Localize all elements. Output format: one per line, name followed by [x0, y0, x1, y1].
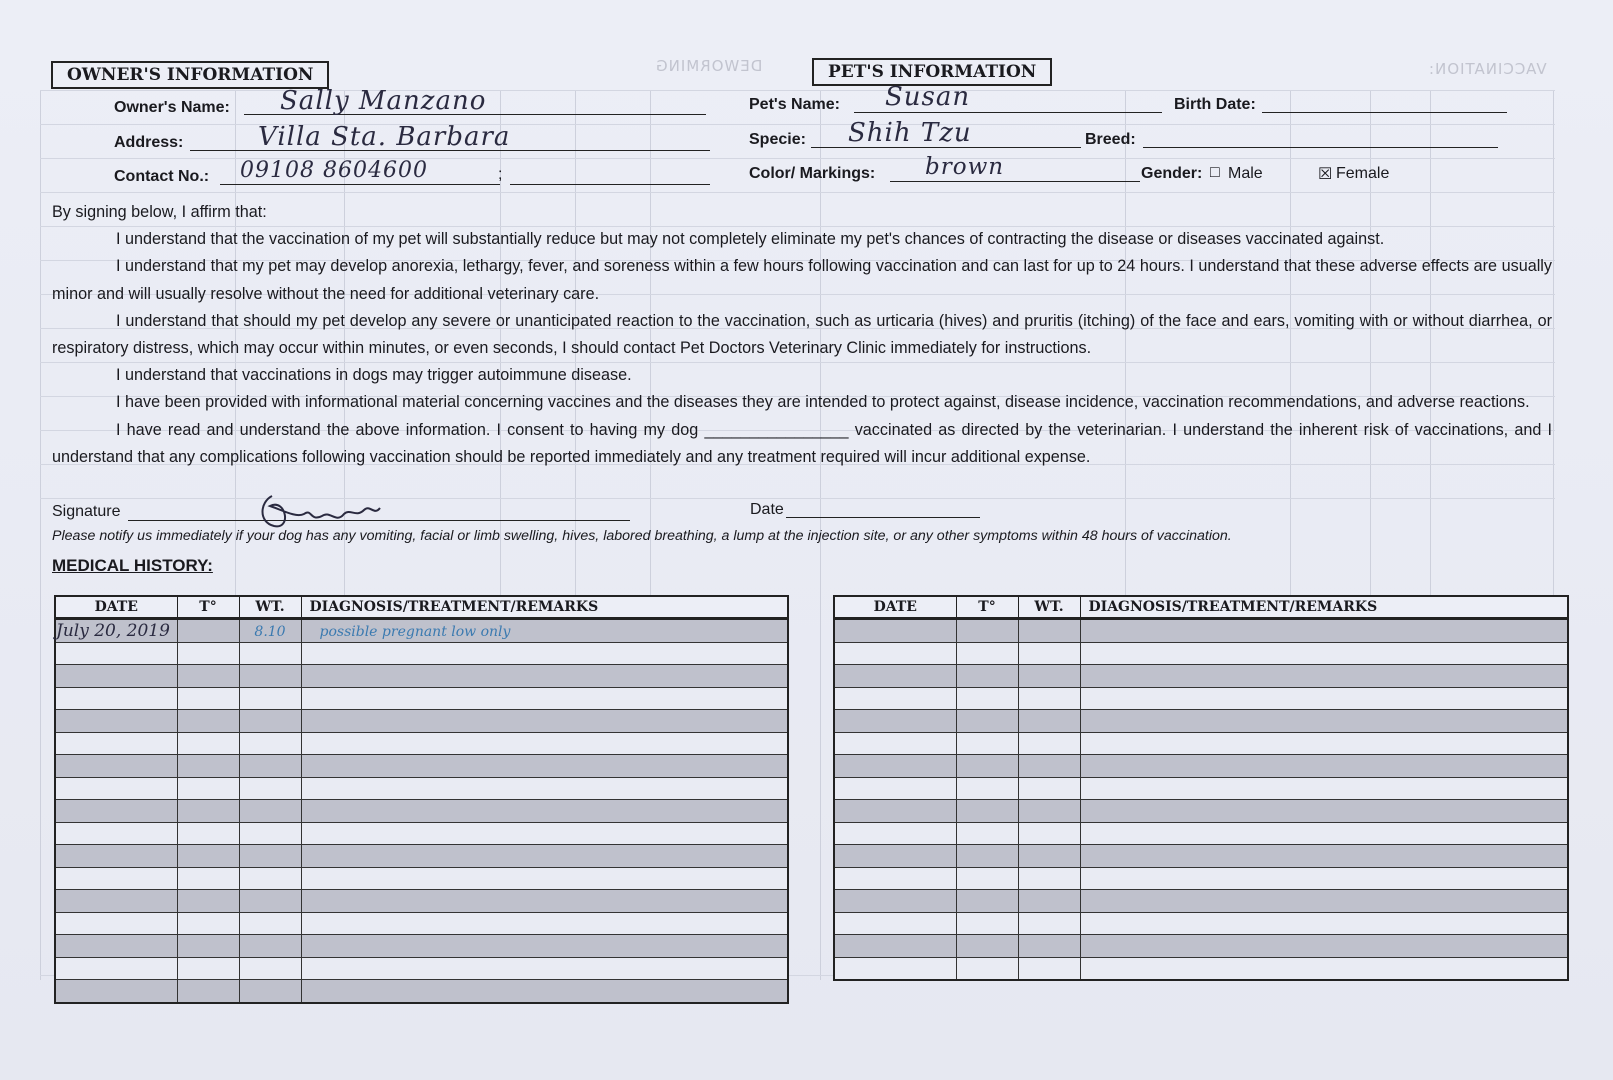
consent-p5: I have been provided with informational material concerning vaccines and the diseases they are intended to protect against, disease incidence, vaccination recommendations, and adverse reactions.	[116, 393, 1530, 412]
table-row	[834, 755, 1568, 778]
header-date: DATE	[55, 596, 177, 619]
breed-line[interactable]	[1143, 147, 1498, 148]
pet-name-line	[854, 112, 1162, 113]
table-row	[55, 732, 788, 755]
cell[interactable]	[177, 687, 239, 710]
cell[interactable]	[1080, 687, 1568, 710]
cell[interactable]	[177, 845, 239, 868]
table-row	[834, 845, 1568, 868]
ghost-line	[40, 192, 1555, 193]
cell[interactable]	[239, 687, 301, 710]
cell[interactable]	[177, 665, 239, 688]
cell[interactable]	[177, 732, 239, 755]
table-row	[55, 935, 788, 958]
cell[interactable]	[1080, 665, 1568, 688]
table-row	[55, 980, 788, 1003]
cell[interactable]	[301, 980, 788, 1003]
cell[interactable]	[834, 935, 956, 958]
cell[interactable]	[239, 867, 301, 890]
cell[interactable]	[301, 665, 788, 688]
cell[interactable]	[956, 642, 1018, 665]
consent-p6-b: vaccinated as directed by the veterinarian. I understand the inherent risk of vaccinations, and I understand that any complications following vaccination should be reported immediately and any treatment required will incur additional expense.	[52, 420, 1553, 466]
cell[interactable]	[956, 800, 1018, 823]
cell[interactable]	[301, 755, 788, 778]
table-row	[55, 619, 788, 643]
medical-history-table-right	[833, 595, 1569, 981]
cell[interactable]	[834, 665, 956, 688]
cell[interactable]	[301, 867, 788, 890]
cell[interactable]	[956, 755, 1018, 778]
cell[interactable]	[1018, 867, 1080, 890]
cell[interactable]	[55, 642, 177, 665]
cell[interactable]	[239, 935, 301, 958]
cell[interactable]	[956, 867, 1018, 890]
cell[interactable]	[834, 777, 956, 800]
table-row	[834, 822, 1568, 845]
cell[interactable]	[55, 777, 177, 800]
cell[interactable]	[1080, 732, 1568, 755]
cell[interactable]	[239, 800, 301, 823]
medical-history-table-left	[54, 595, 789, 1004]
cell[interactable]	[177, 890, 239, 913]
color-label: Color/ Markings:	[749, 165, 876, 182]
table-row	[55, 665, 788, 688]
cell[interactable]	[1080, 800, 1568, 823]
notice-text: Please notify us immediately if your dog has any vomiting, facial or limb swelling, hives, labored breathing, a lump at the injection site, or any other symptoms within 48 hours of vaccination.	[52, 528, 1232, 544]
table-row	[834, 732, 1568, 755]
cell[interactable]	[956, 732, 1018, 755]
female-checkbox[interactable]: ☒	[1318, 166, 1333, 183]
cell[interactable]	[1080, 619, 1568, 643]
cell[interactable]	[55, 980, 177, 1003]
contact-line-2[interactable]	[510, 184, 710, 185]
header-weight: WT.	[1018, 596, 1080, 619]
cell[interactable]	[834, 845, 956, 868]
signature-label: Signature	[52, 503, 121, 520]
header-weight: WT.	[239, 596, 301, 619]
cell[interactable]	[177, 710, 239, 733]
cell[interactable]	[55, 935, 177, 958]
cell[interactable]	[1080, 822, 1568, 845]
cell[interactable]	[834, 619, 956, 643]
table-row	[834, 867, 1568, 890]
entry-weight[interactable]	[239, 619, 301, 643]
consent-text	[52, 199, 1552, 471]
table-row	[55, 755, 788, 778]
cell[interactable]	[1018, 957, 1080, 980]
cell[interactable]	[834, 912, 956, 935]
breed-label: Breed:	[1085, 131, 1136, 148]
table-row	[834, 642, 1568, 665]
cell[interactable]	[55, 687, 177, 710]
cell[interactable]	[1080, 710, 1568, 733]
cell[interactable]	[834, 642, 956, 665]
table-row	[834, 777, 1568, 800]
cell[interactable]	[55, 665, 177, 688]
cell[interactable]	[1018, 800, 1080, 823]
cell[interactable]	[1018, 619, 1080, 643]
ghost-vaccination: VACCINATION:	[1428, 60, 1547, 78]
cell[interactable]	[239, 890, 301, 913]
header-remarks: DIAGNOSIS/TREATMENT/REMARKS	[1080, 596, 1568, 619]
specie-label: Specie:	[749, 131, 806, 148]
table-row	[834, 890, 1568, 913]
table-row	[55, 890, 788, 913]
table-row	[55, 822, 788, 845]
consent-p2: I understand that my pet may develop anorexia, lethargy, fever, and soreness within a few hours following vaccination and can last for up to 24 hours. I understand that these adverse effects are usually minor and will usually resolve without the need for additional veterinary care.	[52, 257, 1552, 303]
cell[interactable]	[834, 867, 956, 890]
cell[interactable]	[956, 777, 1018, 800]
cell[interactable]	[1018, 890, 1080, 913]
specie-value[interactable]: Shih Tzu	[848, 118, 972, 148]
cell[interactable]	[55, 800, 177, 823]
gender-label: Gender:	[1141, 165, 1203, 182]
consent-p4: I understand that vaccinations in dogs may trigger autoimmune disease.	[116, 366, 632, 385]
cell[interactable]	[1018, 732, 1080, 755]
consent-p6	[52, 417, 1552, 471]
cell[interactable]	[301, 957, 788, 980]
contact-label: Contact No.:	[114, 168, 210, 185]
cell[interactable]	[956, 619, 1018, 643]
color-value[interactable]: brown	[925, 154, 1005, 180]
cell[interactable]	[834, 687, 956, 710]
cell[interactable]	[177, 867, 239, 890]
birth-date-label: Birth Date:	[1174, 96, 1256, 113]
cell[interactable]	[1080, 777, 1568, 800]
cell[interactable]	[239, 980, 301, 1003]
cell[interactable]	[55, 822, 177, 845]
birth-date-line[interactable]	[1262, 112, 1507, 113]
pet-name-label: Pet's Name:	[749, 96, 840, 113]
cell[interactable]	[55, 710, 177, 733]
cell[interactable]	[239, 957, 301, 980]
cell[interactable]	[1018, 687, 1080, 710]
table-row	[55, 957, 788, 980]
address-value[interactable]: Villa Sta. Barbara	[258, 122, 511, 152]
table-row	[55, 777, 788, 800]
cell[interactable]	[1018, 710, 1080, 733]
header-temp: T°	[177, 596, 239, 619]
table-row	[55, 800, 788, 823]
table-row	[55, 912, 788, 935]
entry-date-value: July 20, 2019	[56, 620, 170, 641]
dog-name-blank[interactable]: ________________	[704, 420, 849, 439]
cell[interactable]	[177, 800, 239, 823]
ghost-line	[40, 90, 1555, 91]
entry-remarks[interactable]	[301, 619, 788, 643]
table-row	[55, 867, 788, 890]
cell[interactable]	[834, 755, 956, 778]
contact-line	[220, 184, 500, 185]
cell[interactable]	[177, 755, 239, 778]
cell[interactable]	[956, 822, 1018, 845]
cell[interactable]	[1018, 822, 1080, 845]
owner-info-title: OWNER'S INFORMATION	[51, 61, 329, 89]
cell[interactable]	[956, 957, 1018, 980]
cell[interactable]	[956, 687, 1018, 710]
cell[interactable]	[301, 822, 788, 845]
table-row	[834, 619, 1568, 643]
table-row	[834, 710, 1568, 733]
female-label: Female	[1336, 165, 1390, 182]
cell[interactable]	[301, 800, 788, 823]
consent-p6-a: I have read and understand the above information. I consent to having my dog	[116, 420, 699, 439]
owner-name-value[interactable]: Sally Manzano	[280, 86, 487, 116]
cell[interactable]	[1080, 935, 1568, 958]
cell[interactable]	[301, 935, 788, 958]
table-row	[834, 687, 1568, 710]
table-row	[834, 935, 1568, 958]
cell[interactable]	[177, 957, 239, 980]
cell[interactable]	[55, 845, 177, 868]
cell[interactable]	[1080, 642, 1568, 665]
header-date: DATE	[834, 596, 956, 619]
cell[interactable]	[177, 912, 239, 935]
cell[interactable]	[1018, 777, 1080, 800]
cell[interactable]	[834, 890, 956, 913]
cell[interactable]	[55, 957, 177, 980]
cell[interactable]	[1080, 867, 1568, 890]
cell[interactable]	[301, 687, 788, 710]
cell[interactable]	[834, 710, 956, 733]
cell[interactable]	[1080, 845, 1568, 868]
date-line[interactable]	[786, 517, 980, 518]
cell[interactable]	[239, 642, 301, 665]
cell[interactable]	[956, 912, 1018, 935]
cell[interactable]	[55, 890, 177, 913]
cell[interactable]	[834, 957, 956, 980]
consent-intro: By signing below, I affirm that:	[52, 203, 267, 221]
cell[interactable]	[1080, 755, 1568, 778]
header-temp: T°	[956, 596, 1018, 619]
cell[interactable]	[239, 777, 301, 800]
pet-name-value[interactable]: Susan	[885, 82, 971, 112]
date-label: Date	[750, 501, 784, 518]
contact-separator: ;	[498, 166, 503, 183]
cell[interactable]	[956, 845, 1018, 868]
table-row	[55, 845, 788, 868]
table-row	[834, 800, 1568, 823]
cell[interactable]	[301, 732, 788, 755]
cell[interactable]	[239, 665, 301, 688]
cell[interactable]	[239, 845, 301, 868]
table-row	[834, 665, 1568, 688]
entry-weight-value: 8.10	[254, 624, 286, 641]
cell[interactable]	[1018, 935, 1080, 958]
cell[interactable]	[239, 755, 301, 778]
cell[interactable]	[956, 710, 1018, 733]
cell[interactable]	[1018, 755, 1080, 778]
cell[interactable]	[1018, 642, 1080, 665]
consent-p3: I understand that should my pet develop any severe or unanticipated reaction to the vaccination, such as urticaria (hives) and pruritis (itching) of the face and ears, vomiting with or without diarrhea, or respiratory distress, which may occur within minutes, or even seconds, I should contact Pet Doctors Veterinary Clinic immediately for instructions.	[52, 311, 1552, 358]
address-label: Address:	[114, 134, 184, 151]
cell[interactable]	[301, 845, 788, 868]
cell[interactable]	[177, 935, 239, 958]
medical-history-title: MEDICAL HISTORY:	[52, 556, 213, 575]
header-remarks: DIAGNOSIS/TREATMENT/REMARKS	[301, 596, 788, 619]
cell[interactable]	[1080, 957, 1568, 980]
entry-date[interactable]	[55, 619, 177, 643]
cell[interactable]	[55, 732, 177, 755]
ghost-deworming: DEWORMING	[655, 57, 763, 75]
cell[interactable]	[956, 665, 1018, 688]
color-line	[890, 181, 1140, 182]
cell[interactable]	[239, 912, 301, 935]
table-row	[834, 912, 1568, 935]
cell[interactable]	[177, 980, 239, 1003]
cell[interactable]	[301, 890, 788, 913]
male-checkbox[interactable]: □	[1210, 164, 1220, 181]
cell[interactable]	[1080, 890, 1568, 913]
cell[interactable]	[301, 777, 788, 800]
entry-temp[interactable]	[177, 619, 239, 643]
entry-remarks-value: possible pregnant low only	[319, 624, 511, 641]
cell[interactable]	[55, 755, 177, 778]
cell[interactable]	[1080, 912, 1568, 935]
cell[interactable]	[301, 912, 788, 935]
male-label: Male	[1228, 165, 1263, 182]
table-row	[55, 710, 788, 733]
ghost-line	[40, 90, 41, 980]
cell[interactable]	[1018, 845, 1080, 868]
cell[interactable]	[956, 890, 1018, 913]
cell[interactable]	[956, 935, 1018, 958]
cell[interactable]	[177, 822, 239, 845]
cell[interactable]	[1018, 912, 1080, 935]
owner-name-label: Owner's Name:	[114, 99, 230, 116]
cell[interactable]	[301, 710, 788, 733]
cell[interactable]	[834, 732, 956, 755]
cell[interactable]	[301, 642, 788, 665]
cell[interactable]	[239, 710, 301, 733]
table-row	[834, 957, 1568, 980]
cell[interactable]	[55, 867, 177, 890]
cell[interactable]	[239, 822, 301, 845]
consent-p1: I understand that the vaccination of my pet will substantially reduce but may not completely eliminate my pet's chances of contracting the disease or diseases vaccinated against.	[116, 230, 1385, 249]
cell[interactable]	[1018, 665, 1080, 688]
cell[interactable]	[177, 777, 239, 800]
cell[interactable]	[834, 822, 956, 845]
cell[interactable]	[55, 912, 177, 935]
cell[interactable]	[177, 642, 239, 665]
pet-info-title: PET'S INFORMATION	[812, 58, 1052, 86]
contact-value[interactable]: 09108 8604600	[240, 158, 428, 183]
cell[interactable]	[834, 800, 956, 823]
table-row	[55, 642, 788, 665]
cell[interactable]	[239, 732, 301, 755]
table-row	[55, 687, 788, 710]
